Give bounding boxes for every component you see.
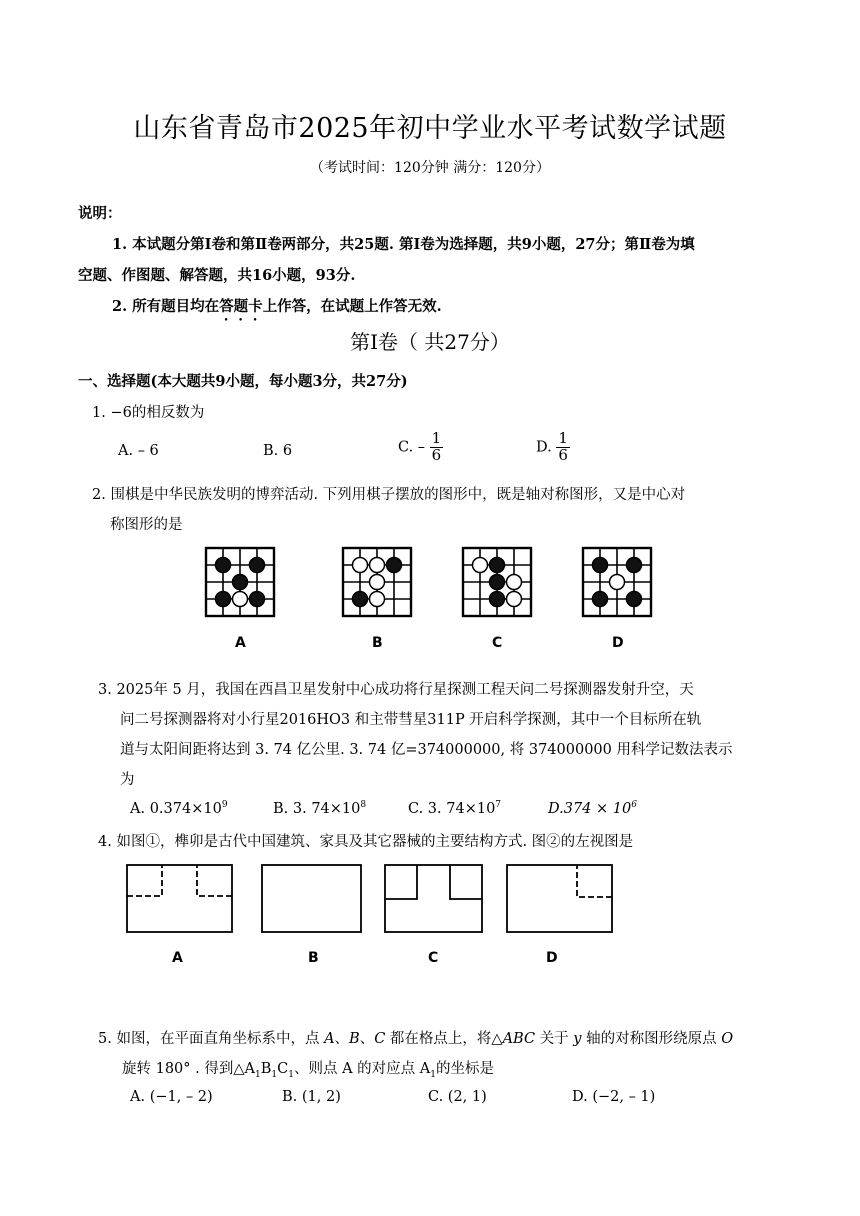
q5-text-3: 关于 <box>535 1031 574 1047</box>
q5-option-d: D. (−2, – 1) <box>572 1089 656 1105</box>
q1-option-c <box>398 431 443 464</box>
q3-option-b <box>273 800 366 817</box>
note-1-line-1: 1. 本试题分第Ⅰ卷和第Ⅱ卷两部分，共25题. 第Ⅰ卷为选择题，共9小题，27分；第Ⅱ卷为填 <box>112 236 695 253</box>
q3-line-3: 道与太阳间距将达到 3. 74 亿公里. 3. 74 亿=374000000, 将 374000000 用科学记数法表示 <box>120 742 733 758</box>
q4-label-b: B <box>308 950 319 966</box>
q4-label-c: C <box>428 950 439 966</box>
q2-line-2: 称图形的是 <box>110 517 183 533</box>
exam-info: （考试时间：120分钟 满分：120分） <box>310 160 550 176</box>
q5-line-1 <box>98 1027 733 1048</box>
q5-sub-2: 1 <box>271 1069 278 1080</box>
q2-label-a: A <box>235 635 246 651</box>
q3-option-c <box>408 800 501 817</box>
q3-a-exponent: 9 <box>221 800 228 810</box>
section-1-heading: 一、选择题(本大题共9小题，每小题3分，共27分) <box>78 373 408 390</box>
q4-label-a: A <box>172 950 183 966</box>
q3-c-exponent: 7 <box>495 800 502 810</box>
q1-d-denominator: 6 <box>558 445 568 464</box>
q3-option-a <box>130 800 228 817</box>
q3-line-2: 问二号探测器将对小行星2016HO3 和主带彗星311P 开启科学探测，其中一个目标所在轨 <box>120 712 702 728</box>
view-b <box>262 865 361 932</box>
notes-heading: 说明： <box>78 205 122 222</box>
q5-point-b: B <box>349 1031 360 1047</box>
note-2-post: 上作答，在试题上作答无效. <box>262 298 442 315</box>
q3-c-base: C. 3. 74×10 <box>408 800 496 817</box>
q5-text-7: C <box>277 1061 289 1077</box>
q5-y-axis: y <box>573 1031 582 1047</box>
note-2-answer-sheet: 答题卡 <box>219 298 263 315</box>
q3-option-d <box>548 800 637 817</box>
q2-label-d: D <box>612 635 624 651</box>
q5-text-9: 的坐标是 <box>435 1061 494 1077</box>
q5-sub-1: 1 <box>255 1069 261 1080</box>
q5-sub-4: 1 <box>430 1069 436 1080</box>
q3-b-exponent: 8 <box>360 800 367 810</box>
q5-option-c: C. (2, 1) <box>428 1089 487 1105</box>
q1-option-c-fraction <box>430 431 444 464</box>
q5-sep-1: 、 <box>334 1031 350 1047</box>
q5-option-b: B. (1, 2) <box>282 1089 341 1105</box>
q5-point-a: A <box>324 1031 335 1047</box>
q3-d-exponent: 6 <box>631 800 637 810</box>
q4-stem: 4. 如图①，榫卯是古代中国建筑、家具及其它器械的主要结构方式. 图②的左视图是 <box>98 834 634 850</box>
note-2-pre: 2. 所有题目均在 <box>112 298 220 315</box>
view-d <box>507 865 612 932</box>
q5-text-8: 、则点 A 的对应点 A <box>293 1061 431 1077</box>
q2-label-b: B <box>372 635 383 651</box>
q3-line-1: 3. 2025年 5 月，我国在西昌卫星发射中心成功将行星探测工程天问二号探测器发射升空，天 <box>98 682 694 698</box>
q4-label-d: D <box>546 950 558 966</box>
page-title: 山东省青岛市2025年初中学业水平考试数学试题 <box>133 113 727 144</box>
view-c <box>385 865 482 932</box>
q1-c-denominator: 6 <box>431 445 442 464</box>
q5-point-c: C <box>374 1031 386 1047</box>
q3-b-base: B. 3. 74×10 <box>273 800 361 817</box>
part-1-title: 第Ⅰ卷（ 共27分） <box>350 330 510 354</box>
q1-d-numerator: 1 <box>558 429 568 447</box>
q5-text-4: 轴的对称图形绕原点 <box>581 1031 722 1047</box>
note-1-line-2: 空题、作图题、解答题，共16小题，93分. <box>78 267 356 284</box>
q3-d-base: D.374 × 10 <box>548 800 632 817</box>
q5-text-1: 5. 如图，在平面直角坐标系中，点 <box>98 1031 325 1047</box>
q1-stem: 1. −6的相反数为 <box>92 405 205 421</box>
q5-text-2: 都在格点上，将△ <box>385 1031 503 1047</box>
q1-c-numerator: 1 <box>431 429 442 447</box>
q1-option-d-prefix: D. <box>536 439 552 456</box>
q2-go-figures <box>190 540 670 660</box>
q5-option-a: A. (−1, – 2) <box>130 1089 213 1105</box>
view-a <box>127 865 232 932</box>
q1-option-c-prefix: C. – <box>398 439 426 456</box>
q5-sep-2: 、 <box>359 1031 375 1047</box>
q3-line-4: 为 <box>120 772 135 788</box>
q1-option-d <box>536 431 570 464</box>
note-2 <box>112 295 442 324</box>
q5-sub-3: 1 <box>288 1069 294 1080</box>
q1-option-b: B. 6 <box>263 443 293 459</box>
q5-triangle: ABC <box>502 1031 536 1047</box>
q2-label-c: C <box>492 635 503 651</box>
q2-line-1: 2. 围棋是中华民族发明的博弈活动. 下列用棋子摆放的图形中，既是轴对称图形，又是中心对 <box>92 487 686 503</box>
q5-line-2 <box>122 1057 494 1080</box>
q4-view-figures <box>120 858 620 938</box>
q5-origin: O <box>721 1031 734 1047</box>
q1-option-d-fraction <box>556 431 570 464</box>
q1-option-a: A. – 6 <box>118 443 159 459</box>
q5-text-6: B <box>260 1061 272 1077</box>
q5-text-5: 旋转 180° . 得到△A <box>122 1061 255 1077</box>
q3-a-base: A. 0.374×10 <box>130 800 222 817</box>
